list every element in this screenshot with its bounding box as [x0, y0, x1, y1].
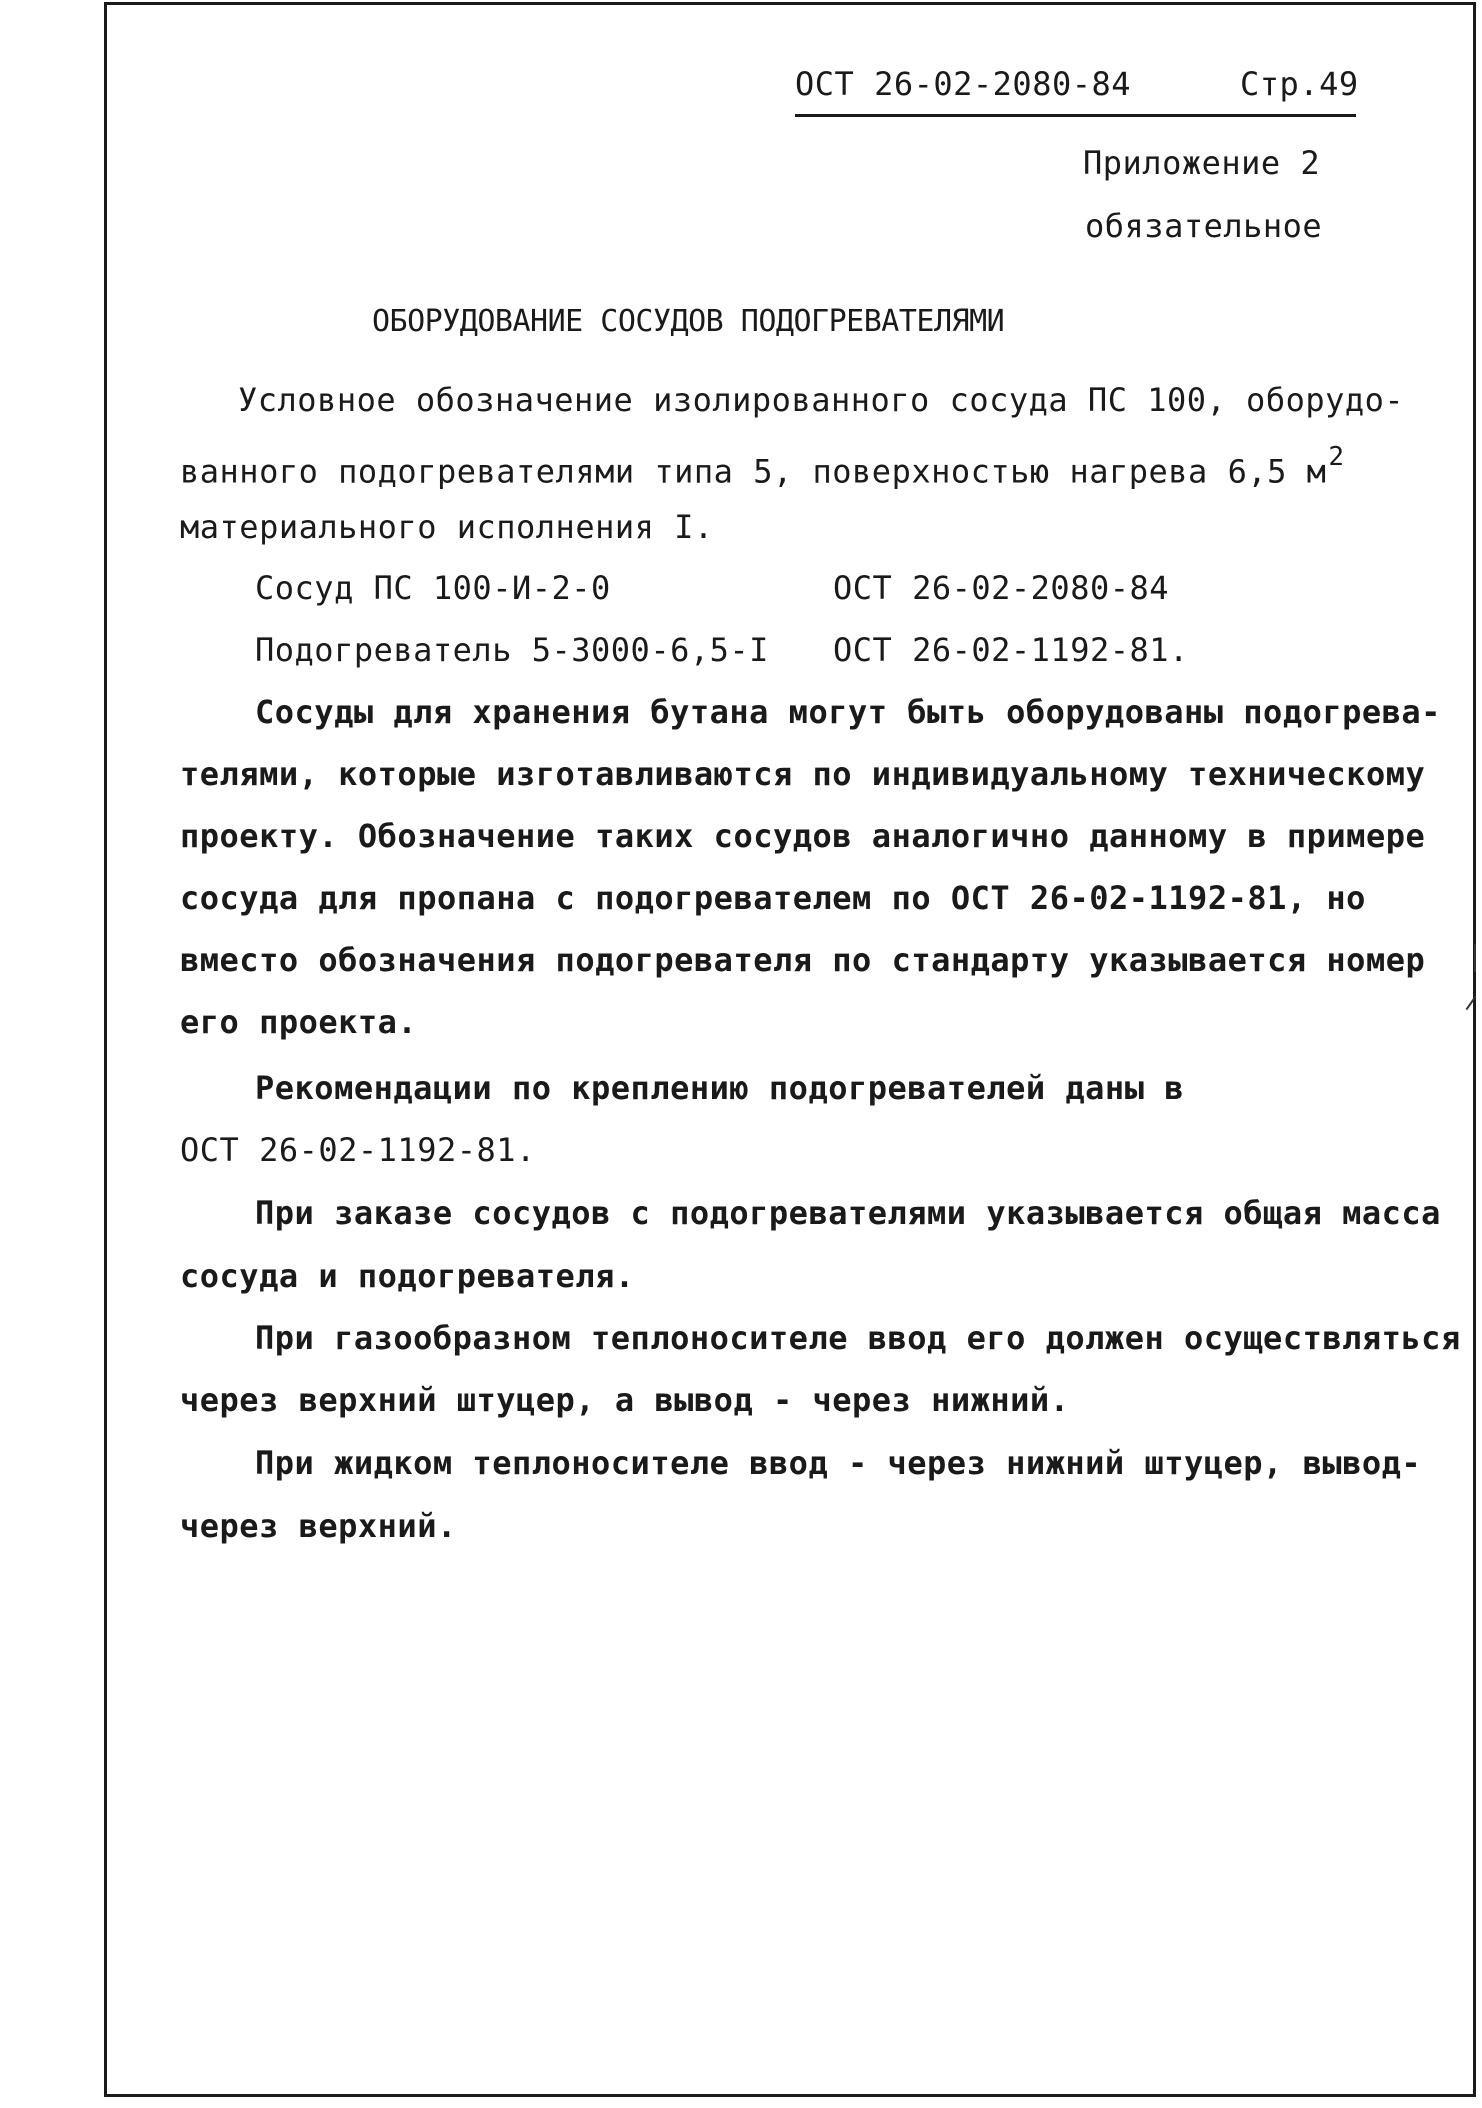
appendix-status: обязательное	[1085, 207, 1323, 245]
para5-line1: При газообразном теплоносителе ввод его должен осуществляться	[255, 1319, 1461, 1357]
para4-line1: При заказе сосудов с подогревателями указывается общая масса	[255, 1194, 1441, 1232]
para5-line2: через верхний штуцер, а вывод - через нижний.	[180, 1381, 1070, 1419]
page-number: Стр.49	[1240, 65, 1359, 103]
header-underline	[795, 114, 1356, 117]
para1-line2-text: ванного подогревателями типа 5, поверхностью нагрева 6,5 м	[180, 452, 1327, 491]
para6-line2: через верхний.	[180, 1507, 457, 1545]
margin-mark	[1474, 944, 1476, 972]
para4-line2: сосуда и подогревателя.	[180, 1257, 635, 1295]
vessel-standard: ОСТ 26-02-2080-84	[833, 569, 1170, 607]
para2-line2: телями, которые изготавливаются по индивидуальному техническому	[180, 755, 1426, 793]
appendix-label: Приложение 2	[1083, 144, 1321, 182]
para6-line1: При жидком теплоносителе ввод - через нижний штуцер, вывод-	[255, 1444, 1422, 1482]
para3-line1: Рекомендации по креплению подогревателей даны в	[255, 1069, 1184, 1107]
heater-designation: Подогреватель 5-3000-6,5-I	[255, 631, 769, 669]
document-code: ОСТ 26-02-2080-84	[795, 65, 1132, 103]
superscript-two: 2	[1328, 442, 1345, 472]
para2-line4: сосуда для пропана с подогревателем по ОСТ 26-02-1192-81, но	[180, 879, 1366, 917]
para2-line5: вместо обозначения подогревателя по стандарту указывается номер	[180, 941, 1426, 979]
para2-line3: проекту. Обозначение таких сосудов аналогично данному в примере	[180, 817, 1426, 855]
para1-line2	[180, 443, 1345, 492]
para2-line1: Сосуды для хранения бутана могут быть оборудованы подогрева-	[255, 693, 1441, 731]
para1-line3: материального исполнения I.	[180, 508, 714, 546]
section-title: ОБОРУДОВАНИЕ СОСУДОВ ПОДОГРЕВАТЕЛЯМИ	[372, 304, 1005, 339]
para1-line1: Условное обозначение изолированного сосуда ПС 100, оборудо-	[238, 381, 1405, 419]
vessel-designation: Сосуд ПС 100-И-2-0	[255, 569, 611, 607]
heater-standard: ОСТ 26-02-1192-81.	[833, 631, 1189, 669]
para2-line6: его проекта.	[180, 1003, 418, 1041]
para3-line2: ОСТ 26-02-1192-81.	[180, 1131, 536, 1169]
